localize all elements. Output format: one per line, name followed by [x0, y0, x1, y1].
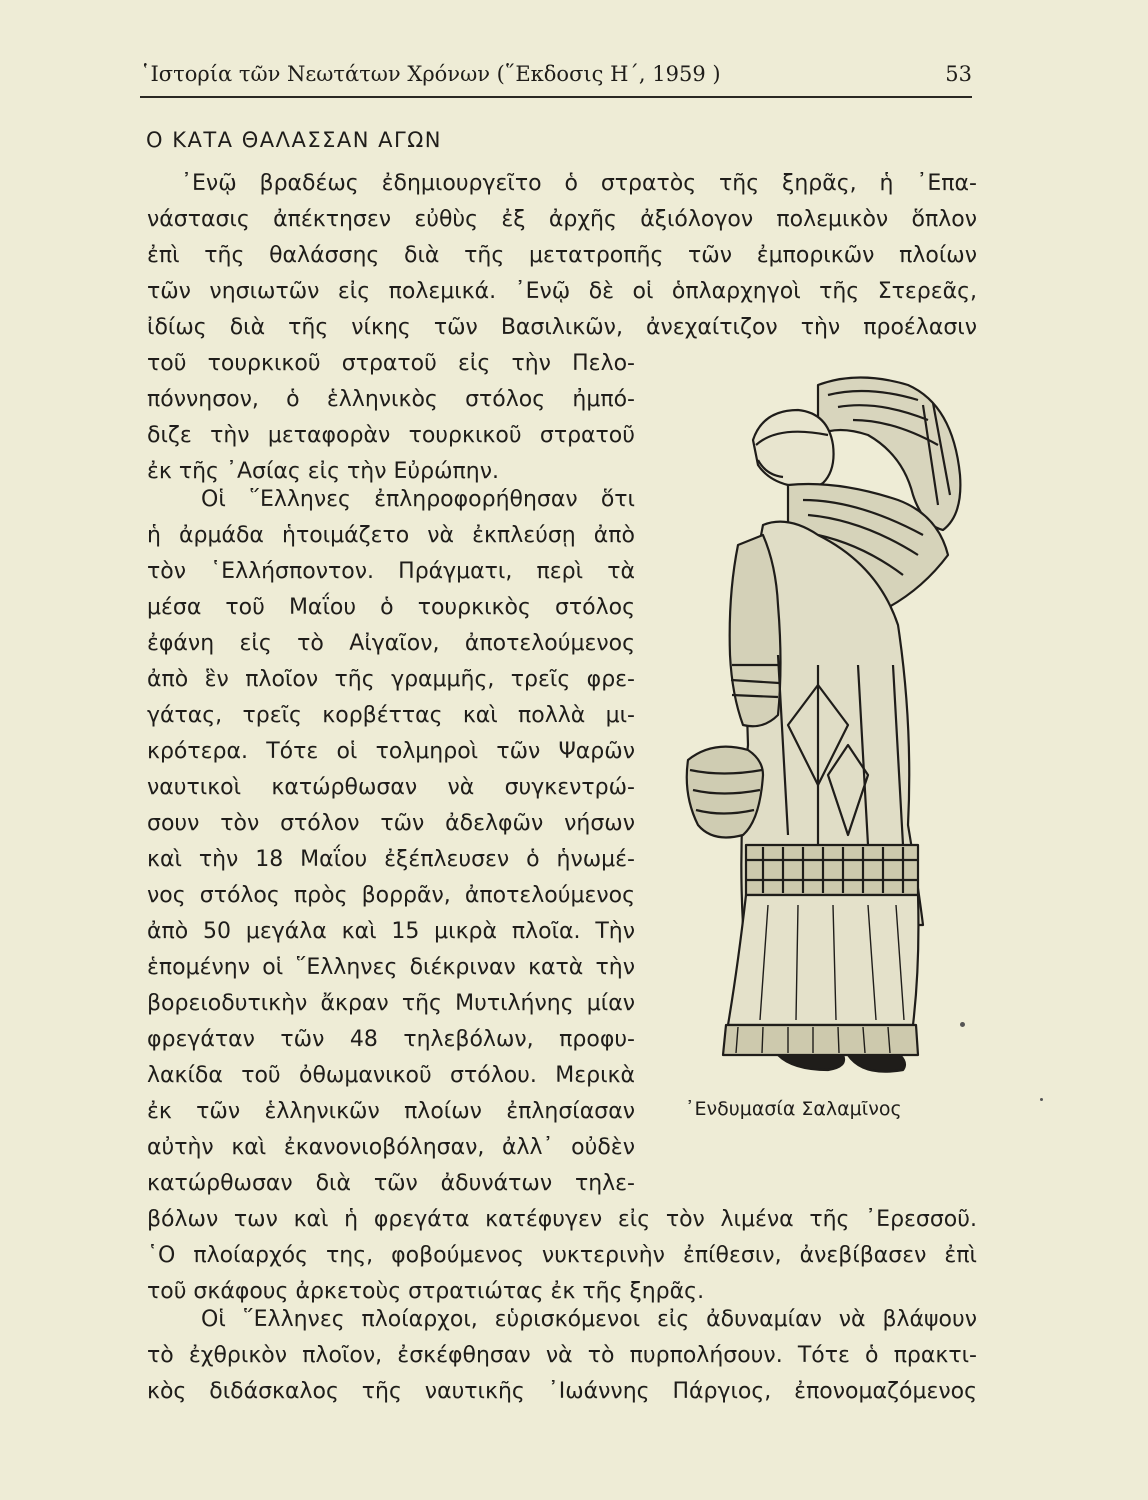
- running-head: [140, 62, 972, 86]
- text-line: καὶ τὴν 18 Μαΐου ἐξέπλευσεν ὁ ἡνωμέ-: [147, 847, 635, 872]
- text-line: τοῦ σκάφους ἀρκετοὺς στρατιώτας ἐκ τῆς ξηρᾶς.: [147, 1279, 705, 1304]
- text-line: ἐκ τῆς ᾿Ασίας εἰς τὴν Εὐρώπην.: [147, 459, 499, 484]
- text-line: γάτας, τρεῖς κορβέττας καὶ πολλὰ μι-: [147, 703, 635, 728]
- figure-caption: ᾿Ενδυμασία Σαλαμῖνος: [685, 1098, 902, 1120]
- text-line: βορειοδυτικὴν ἄκραν τῆς Μυτιλήνης μίαν: [147, 991, 635, 1016]
- text-line: πόννησον, ὁ ἑλληνικὸς στόλος ἠμπό-: [147, 387, 635, 412]
- text-line: βόλων των καὶ ἡ φρεγάτα κατέφυγεν εἰς τὸν λιμένα τῆς ᾿Ερεσσοῦ.: [147, 1207, 977, 1232]
- text-line: ἐκ τῶν ἑλληνικῶν πλοίων ἐπλησίασαν: [147, 1099, 635, 1124]
- text-line: κρότερα. Τότε οἱ τολμηροὶ τῶν Ψαρῶν: [147, 739, 635, 764]
- section-title: Ο ΚΑΤΑ ΘΑΛΑΣΣΑΝ ΑΓΩΝ: [146, 128, 442, 152]
- text-line: ἑπομένην οἱ ῞Ελληνες διέκριναν κατὰ τὴν: [147, 955, 635, 980]
- print-mark: [960, 1022, 965, 1027]
- text-line: ῾Ο πλοίαρχός της, φοβούμενος νυκτερινὴν ἐπίθεσιν, ἀνεβίβασεν ἐπὶ: [147, 1243, 977, 1268]
- text-line: φρεγάταν τῶν 48 τηλεβόλων, προφυ-: [147, 1027, 635, 1052]
- text-line: τοῦ τουρκικοῦ στρατοῦ εἰς τὴν Πελο-: [147, 351, 635, 376]
- header-rule: [140, 96, 972, 98]
- text-line: ᾿Ενῷ βραδέως ἐδημιουργεῖτο ὁ στρατὸς τῆς ξηρᾶς, ἡ ᾿Επα-: [181, 171, 977, 196]
- text-line: νάστασις ἀπέκτησεν εὐθὺς ἐξ ἀρχῆς ἀξιόλογον πολεμικὸν ὅπλον: [147, 207, 977, 232]
- text-line: τὸ ἐχθρικὸν πλοῖον, ἐσκέφθησαν νὰ τὸ πυρπολήσουν. Τότε ὁ πρακτι-: [147, 1343, 977, 1368]
- text-line: κὸς διδάσκαλος τῆς ναυτικῆς ᾿Ιωάννης Πάργιος, ἐπονομαζόμενος: [147, 1379, 977, 1404]
- text-line: Οἱ ῞Ελληνες πλοίαρχοι, εὑρισκόμενοι εἰς ἀδυναμίαν νὰ βλάψουν: [201, 1307, 977, 1332]
- text-line: νος στόλος πρὸς βορρᾶν, ἀποτελούμενος: [147, 883, 635, 908]
- text-line: τὸν ῾Ελλήσποντον. Πράγματι, περὶ τὰ: [147, 559, 635, 584]
- text-line: σουν τὸν στόλον τῶν ἀδελφῶν νήσων: [147, 811, 635, 836]
- print-mark: [1040, 1098, 1043, 1101]
- text-line: αὐτὴν καὶ ἐκανονιοβόλησαν, ἀλλ᾿ οὐδὲν: [147, 1135, 635, 1160]
- text-line: ἰδίως διὰ τῆς νίκης τῶν Βασιλικῶν, ἀνεχαίτιζον τὴν προέλασιν: [147, 315, 977, 340]
- text-line: κατώρθωσαν διὰ τῶν ἀδυνάτων τηλε-: [147, 1171, 635, 1196]
- text-line: λακίδα τοῦ ὀθωμανικοῦ στόλου. Μερικὰ: [147, 1063, 635, 1088]
- text-line: ναυτικοὶ κατώρθωσαν νὰ συγκεντρώ-: [147, 775, 635, 800]
- costume-illustration: [668, 365, 968, 1090]
- text-line: Οἱ ῞Ελληνες ἐπληροφορήθησαν ὅτι: [201, 487, 635, 512]
- text-line: ἐφάνη εἰς τὸ Αἰγαῖον, ἀποτελούμενος: [147, 631, 635, 656]
- text-line: ἐπὶ τῆς θαλάσσης διὰ τῆς μετατροπῆς τῶν ἐμπορικῶν πλοίων: [147, 243, 977, 268]
- text-line: ἀπὸ 50 μεγάλα καὶ 15 μικρὰ πλοῖα. Τὴν: [147, 919, 635, 944]
- text-line: μέσα τοῦ Μαΐου ὁ τουρκικὸς στόλος: [147, 595, 635, 620]
- running-head-title: ῾Ιστορία τῶν Νεωτάτων Χρόνων (῞Εκδοσις Η΄, 1959 ): [140, 62, 721, 86]
- text-line: τῶν νησιωτῶν εἰς πολεμικά. ᾿Ενῷ δὲ οἱ ὁπλαρχηγοὶ τῆς Στερεᾶς,: [147, 279, 977, 304]
- page-number: 53: [945, 62, 972, 86]
- text-line: διζε τὴν μεταφορὰν τουρκικοῦ στρατοῦ: [147, 423, 635, 448]
- text-line: ἀπὸ ἓν πλοῖον τῆς γραμμῆς, τρεῖς φρε-: [147, 667, 635, 692]
- text-line: ἡ ἀρμάδα ἡτοιμάζετο νὰ ἐκπλεύσῃ ἀπὸ: [147, 523, 635, 548]
